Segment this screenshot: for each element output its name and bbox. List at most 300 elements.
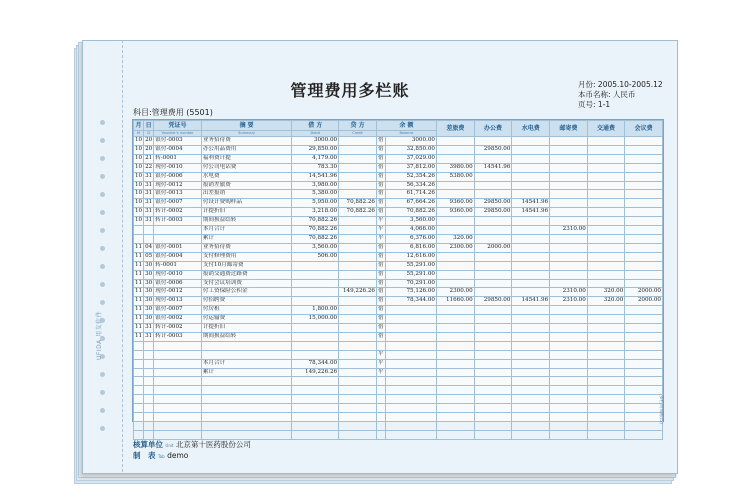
cell-day: 30	[144, 306, 154, 315]
period-label: 月份:	[578, 80, 596, 89]
cell-expense-column	[436, 145, 474, 154]
table-row	[134, 288, 663, 297]
cell-expense-column	[625, 368, 663, 377]
cell-credit	[339, 270, 377, 279]
col-utilities: 水电费	[512, 121, 550, 137]
cell-day	[144, 430, 154, 439]
cell-expense-column: 14541.96	[512, 297, 550, 306]
cell-expense-column	[587, 172, 625, 181]
cell-direction: 借	[376, 315, 385, 324]
table-row	[134, 217, 663, 226]
cell-credit	[339, 404, 377, 413]
cell-expense-column	[550, 315, 588, 324]
binding-hole	[100, 300, 105, 305]
cell-expense-column	[625, 386, 663, 395]
cell-debit	[292, 430, 339, 439]
cell-summary: 出差报销	[201, 190, 292, 199]
cell-expense-column	[512, 252, 550, 261]
cell-expense-column	[587, 306, 625, 315]
cell-summary	[201, 341, 292, 350]
cell-expense-column	[550, 359, 588, 368]
cell-month	[134, 226, 144, 235]
page-label: 页号:	[578, 100, 596, 109]
cell-credit	[339, 421, 377, 430]
cell-expense-column	[625, 181, 663, 190]
cell-balance: 52,354.26	[385, 172, 436, 181]
cell-month	[134, 430, 144, 439]
cell-balance: 37,029.00	[385, 154, 436, 163]
cell-credit	[339, 172, 377, 181]
table-row	[134, 430, 663, 439]
cell-expense-column	[587, 279, 625, 288]
cell-month	[134, 234, 144, 243]
cell-balance	[385, 377, 436, 386]
cell-month: 10	[134, 145, 144, 154]
cell-expense-column	[587, 163, 625, 172]
cell-day: 20	[144, 145, 154, 154]
col-day: 日	[144, 121, 154, 131]
cell-credit	[339, 297, 377, 306]
cell-summary: 报销差旅费	[201, 181, 292, 190]
cell-balance: 75,126.00	[385, 288, 436, 297]
cell-direction: 借	[376, 252, 385, 261]
binding-hole	[100, 156, 105, 161]
cell-expense-column	[625, 137, 663, 146]
cell-expense-column	[625, 190, 663, 199]
cell-voucher: 现付-0013	[154, 297, 202, 306]
cell-voucher	[154, 377, 202, 386]
cell-expense-column	[550, 208, 588, 217]
cell-expense-column	[512, 306, 550, 315]
cell-voucher: 转计-0002	[154, 208, 202, 217]
cell-summary: 付工资保险公积金	[201, 288, 292, 297]
cell-summary: 支付10月邮寄费	[201, 261, 292, 270]
cell-expense-column	[550, 137, 588, 146]
cell-summary: 水电费	[201, 172, 292, 181]
cell-day	[144, 350, 154, 359]
cell-expense-column	[436, 395, 474, 404]
cell-voucher	[154, 350, 202, 359]
cell-expense-column	[625, 430, 663, 439]
table-row	[134, 226, 663, 235]
cell-voucher: 银付-0003	[154, 137, 202, 146]
cell-credit	[339, 395, 377, 404]
col-debit: 借 方	[292, 121, 339, 131]
cell-expense-column	[625, 217, 663, 226]
cell-debit	[292, 279, 339, 288]
cell-summary	[201, 413, 292, 422]
cell-summary	[201, 421, 292, 430]
cell-day: 30	[144, 279, 154, 288]
table-row	[134, 279, 663, 288]
cell-expense-column	[550, 386, 588, 395]
cell-debit	[292, 395, 339, 404]
cell-balance: 37,812.00	[385, 163, 436, 172]
cell-expense-column	[474, 288, 512, 297]
cell-expense-column	[436, 332, 474, 341]
cell-credit	[339, 386, 377, 395]
cell-expense-column	[512, 332, 550, 341]
cell-expense-column	[625, 208, 663, 217]
cell-debit	[292, 377, 339, 386]
cell-expense-column	[587, 332, 625, 341]
cell-balance: 78,344.00	[385, 297, 436, 306]
col-voucher: 凭证号	[154, 121, 202, 131]
cell-expense-column	[436, 154, 474, 163]
binding-hole	[100, 426, 105, 431]
cell-expense-column: 14541.96	[474, 163, 512, 172]
cell-summary: 付房租	[201, 306, 292, 315]
sub-month: M	[134, 131, 144, 137]
cell-month: 10	[134, 154, 144, 163]
cell-expense-column	[625, 226, 663, 235]
binding-hole	[100, 192, 105, 197]
cell-expense-column	[550, 163, 588, 172]
table-row	[134, 199, 663, 208]
ledger-table	[133, 120, 663, 440]
cell-expense-column	[436, 270, 474, 279]
cell-debit: 70,882.26	[292, 234, 339, 243]
cell-summary	[201, 350, 292, 359]
cell-direction	[376, 395, 385, 404]
account-subject	[133, 107, 213, 118]
cell-expense-column	[550, 404, 588, 413]
table-row	[134, 145, 663, 154]
cell-expense-column	[550, 172, 588, 181]
cell-month	[134, 404, 144, 413]
cell-direction: 平	[376, 217, 385, 226]
cell-debit	[292, 341, 339, 350]
cell-month	[134, 413, 144, 422]
cell-day	[144, 234, 154, 243]
cell-expense-column	[512, 243, 550, 252]
cell-credit: 70,882.26	[339, 208, 377, 217]
cell-expense-column	[436, 430, 474, 439]
cell-expense-column	[512, 359, 550, 368]
cell-voucher	[154, 395, 202, 404]
cell-month: 11	[134, 306, 144, 315]
cell-credit	[339, 190, 377, 199]
cell-expense-column	[512, 386, 550, 395]
cell-debit: 5,380.00	[292, 190, 339, 199]
cell-expense-column	[512, 288, 550, 297]
cell-expense-column	[625, 270, 663, 279]
cell-summary: 计提折旧	[201, 324, 292, 333]
cell-debit	[292, 288, 339, 297]
cell-month: 10	[134, 181, 144, 190]
cell-summary: 期间损益结转	[201, 217, 292, 226]
cell-expense-column	[550, 270, 588, 279]
brand-logo: UFIDA 用友软件	[96, 310, 103, 360]
cell-direction: 平	[376, 234, 385, 243]
cell-expense-column	[512, 154, 550, 163]
cell-expense-column	[550, 279, 588, 288]
cell-credit	[339, 154, 377, 163]
cell-expense-column	[436, 252, 474, 261]
cell-debit: 15,000.00	[292, 315, 339, 324]
cell-direction	[376, 341, 385, 350]
cell-expense-column	[587, 243, 625, 252]
cell-balance	[385, 386, 436, 395]
cell-expense-column	[587, 421, 625, 430]
cell-expense-column	[474, 413, 512, 422]
cell-expense-column	[550, 261, 588, 270]
cell-expense-column	[625, 421, 663, 430]
cell-expense-column	[512, 377, 550, 386]
cell-expense-column: 320.00	[587, 297, 625, 306]
cell-expense-column	[436, 324, 474, 333]
cell-summary: 付运输费	[201, 315, 292, 324]
cell-expense-column: 29850.00	[474, 297, 512, 306]
cell-direction	[376, 413, 385, 422]
cell-month: 11	[134, 243, 144, 252]
table-row	[134, 404, 663, 413]
cell-balance: 61,714.26	[385, 190, 436, 199]
cell-expense-column	[587, 208, 625, 217]
cell-expense-column	[550, 350, 588, 359]
cell-expense-column: 14541.96	[512, 199, 550, 208]
col-postage: 邮寄费	[550, 121, 588, 137]
cell-direction: 借	[376, 332, 385, 341]
cell-debit: 78,344.00	[292, 359, 339, 368]
cell-direction: 借	[376, 279, 385, 288]
cell-direction: 借	[376, 172, 385, 181]
cell-month: 11	[134, 324, 144, 333]
cell-direction	[376, 421, 385, 430]
col-month: 月	[134, 121, 144, 131]
cell-expense-column	[550, 181, 588, 190]
table-row	[134, 324, 663, 333]
cell-expense-column	[512, 181, 550, 190]
cell-expense-column: 14541.96	[512, 208, 550, 217]
cell-voucher: 银付-0004	[154, 252, 202, 261]
cell-expense-column	[436, 315, 474, 324]
cell-debit: 70,882.26	[292, 226, 339, 235]
cell-credit	[339, 413, 377, 422]
cell-summary: 累计	[201, 234, 292, 243]
cell-expense-column	[474, 359, 512, 368]
cell-expense-column	[474, 270, 512, 279]
unit-sub: Unit	[165, 443, 174, 448]
cell-direction: 借	[376, 199, 385, 208]
cell-expense-column: 9360.00	[436, 208, 474, 217]
cell-voucher: 转计-0003	[154, 332, 202, 341]
cell-direction: 借	[376, 181, 385, 190]
cell-direction: 借	[376, 208, 385, 217]
table-header-row	[134, 121, 663, 131]
cell-balance: 67,664.26	[385, 199, 436, 208]
maker-sub: Tab	[157, 454, 165, 459]
table-row	[134, 341, 663, 350]
cell-direction: 借	[376, 145, 385, 154]
binding-hole	[100, 264, 105, 269]
cell-balance	[385, 315, 436, 324]
binding-hole	[100, 228, 105, 233]
cell-expense-column	[625, 395, 663, 404]
cell-day	[144, 421, 154, 430]
cell-expense-column	[474, 190, 512, 199]
sub-day: D	[144, 131, 154, 137]
cell-debit	[292, 332, 339, 341]
cell-expense-column	[625, 243, 663, 252]
cell-expense-column: 2000.00	[625, 288, 663, 297]
table-row	[134, 243, 663, 252]
sub-debit: Debit	[292, 131, 339, 137]
col-meeting: 会议费	[625, 121, 663, 137]
cell-debit	[292, 270, 339, 279]
cell-day	[144, 226, 154, 235]
cell-expense-column	[587, 430, 625, 439]
cell-voucher	[154, 404, 202, 413]
cell-expense-column	[587, 368, 625, 377]
cell-expense-column	[587, 359, 625, 368]
cell-expense-column	[512, 350, 550, 359]
cell-credit	[339, 226, 377, 235]
cell-credit	[339, 217, 377, 226]
cell-expense-column	[474, 137, 512, 146]
cell-voucher: 银付-0002	[154, 315, 202, 324]
cell-voucher	[154, 421, 202, 430]
cell-expense-column	[625, 413, 663, 422]
cell-expense-column	[436, 306, 474, 315]
cell-direction: 平	[376, 226, 385, 235]
cell-voucher	[154, 341, 202, 350]
cell-expense-column	[474, 181, 512, 190]
cell-voucher: 银付-0007	[154, 306, 202, 315]
cell-debit	[292, 404, 339, 413]
cell-debit: 783.30	[292, 163, 339, 172]
cell-debit: 3,218.00	[292, 208, 339, 217]
cell-expense-column	[625, 252, 663, 261]
cell-credit	[339, 163, 377, 172]
cell-expense-column	[587, 181, 625, 190]
binding-hole	[100, 138, 105, 143]
cell-balance	[385, 413, 436, 422]
ledger-footer	[133, 440, 251, 462]
cell-debit: 506.00	[292, 252, 339, 261]
cell-expense-column: 2300.00	[436, 243, 474, 252]
cell-summary: 业务招待费	[201, 243, 292, 252]
cell-expense-column	[587, 226, 625, 235]
cell-debit	[292, 297, 339, 306]
cell-expense-column	[550, 154, 588, 163]
cell-debit: 14,541.96	[292, 172, 339, 181]
cell-day: 31	[144, 217, 154, 226]
cell-expense-column	[550, 421, 588, 430]
cell-day	[144, 404, 154, 413]
cell-expense-column	[625, 261, 663, 270]
table-row	[134, 359, 663, 368]
cell-expense-column	[436, 368, 474, 377]
cell-debit	[292, 324, 339, 333]
cell-day: 31	[144, 208, 154, 217]
cell-month	[134, 350, 144, 359]
cell-month	[134, 395, 144, 404]
cell-expense-column	[436, 261, 474, 270]
subject-label: 科目:	[133, 108, 152, 117]
cell-expense-column: 2300.00	[436, 288, 474, 297]
cell-expense-column	[512, 270, 550, 279]
cell-expense-column	[587, 217, 625, 226]
cell-balance	[385, 341, 436, 350]
col-summary: 摘 要	[201, 121, 292, 131]
cell-expense-column	[625, 145, 663, 154]
cell-expense-column	[436, 404, 474, 413]
cell-month: 11	[134, 279, 144, 288]
cell-expense-column	[512, 190, 550, 199]
cell-debit: 3,980.00	[292, 181, 339, 190]
cell-expense-column	[625, 163, 663, 172]
cell-balance	[385, 350, 436, 359]
cell-credit	[339, 315, 377, 324]
cell-debit	[292, 386, 339, 395]
cell-expense-column	[512, 395, 550, 404]
cell-voucher: 转计-0002	[154, 324, 202, 333]
side-note: 多栏明细账(5)	[658, 395, 663, 424]
cell-expense-column	[587, 413, 625, 422]
cell-expense-column	[625, 359, 663, 368]
cell-voucher	[154, 413, 202, 422]
cell-expense-column	[474, 332, 512, 341]
cell-expense-column	[625, 404, 663, 413]
currency-label: 本币名称:	[578, 90, 611, 99]
cell-month: 10	[134, 172, 144, 181]
cell-summary: 付公司电话费	[201, 163, 292, 172]
cell-expense-column: 9360.00	[436, 199, 474, 208]
cell-expense-column: 2000.00	[474, 243, 512, 252]
sub-credit: Credit	[339, 131, 377, 137]
cell-balance: 70,882.26	[385, 208, 436, 217]
cell-expense-column	[587, 386, 625, 395]
cell-month	[134, 421, 144, 430]
cell-balance	[385, 404, 436, 413]
cell-month: 10	[134, 208, 144, 217]
cell-direction: 平	[376, 350, 385, 359]
cell-credit	[339, 341, 377, 350]
cell-voucher	[154, 226, 202, 235]
cell-direction	[376, 404, 385, 413]
cell-expense-column: 5380.00	[436, 172, 474, 181]
cell-summary: 累计	[201, 368, 292, 377]
cell-voucher	[154, 430, 202, 439]
table-row	[134, 190, 663, 199]
cell-expense-column	[587, 137, 625, 146]
cell-expense-column	[436, 377, 474, 386]
cell-debit: 3,560.00	[292, 243, 339, 252]
cell-expense-column	[550, 368, 588, 377]
cell-day: 30	[144, 270, 154, 279]
cell-summary: 付招聘费	[201, 297, 292, 306]
cell-expense-column	[625, 341, 663, 350]
cell-balance: 4,066.00	[385, 226, 436, 235]
cell-credit	[339, 181, 377, 190]
cell-direction: 借	[376, 270, 385, 279]
cell-credit	[339, 252, 377, 261]
cell-day: 22	[144, 163, 154, 172]
cell-expense-column	[436, 421, 474, 430]
cell-expense-column	[625, 350, 663, 359]
cell-direction: 借	[376, 190, 385, 199]
cell-expense-column	[550, 377, 588, 386]
cell-expense-column	[474, 279, 512, 288]
cell-expense-column	[550, 332, 588, 341]
cell-month: 11	[134, 288, 144, 297]
cell-summary: 福利费计提	[201, 154, 292, 163]
cell-debit: 29,850.00	[292, 145, 339, 154]
cell-balance: 3000.00	[385, 137, 436, 146]
cell-credit: 70,882.26	[339, 199, 377, 208]
cell-debit: 149,226.26	[292, 368, 339, 377]
